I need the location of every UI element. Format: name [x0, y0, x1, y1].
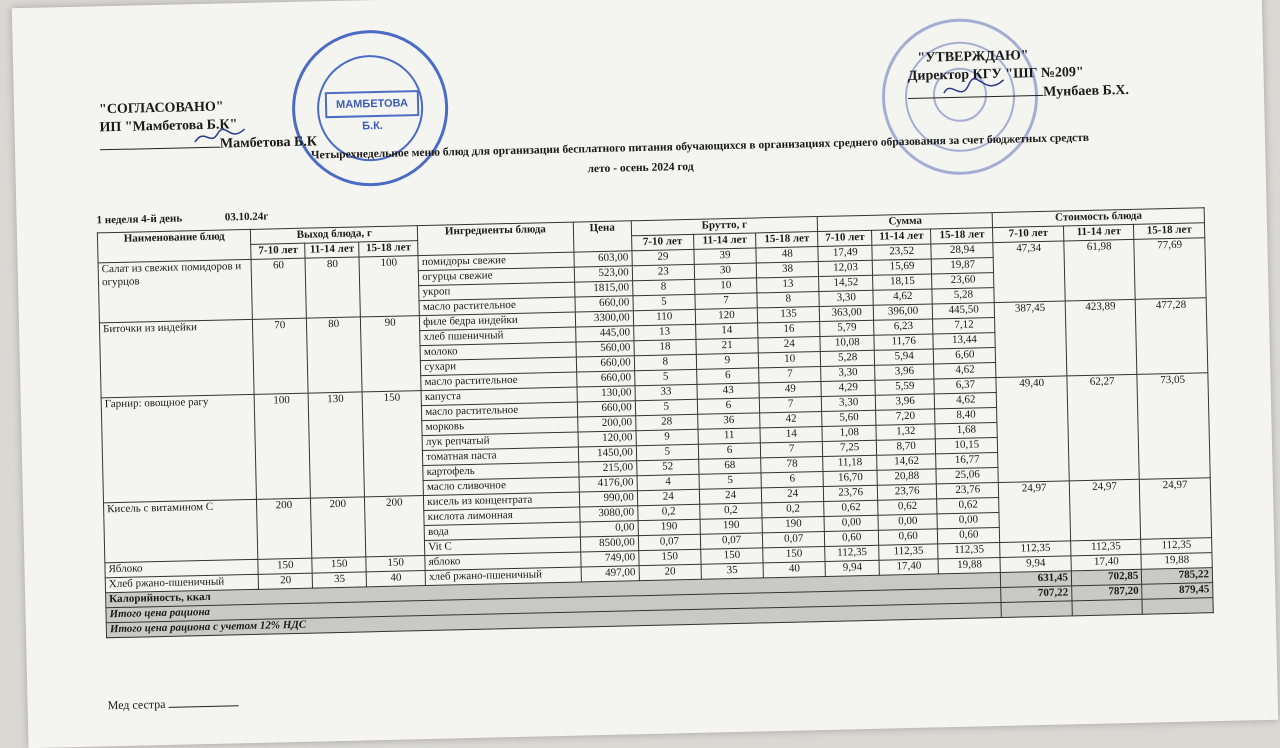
ingredient-sum: 19,88	[938, 557, 1001, 573]
ingredient-price: 200,00	[577, 416, 635, 432]
total-label: Итого цена рациона	[106, 587, 1002, 622]
approved-name: Мамбетова Б.К	[219, 134, 318, 152]
dish-output: 150	[258, 558, 312, 574]
ingredient-sum: 4,62	[935, 393, 998, 409]
ingredient-sum: 0,62	[937, 498, 1000, 514]
ingredient-gross: 0,07	[700, 533, 763, 549]
ingredient-gross: 5	[635, 399, 698, 415]
dish-name: Гарнир: овощное рагу	[101, 394, 257, 502]
dish-cost: 77,69	[1134, 238, 1206, 300]
document-subtitle: лето - осень 2024 год	[587, 160, 694, 176]
approved-org: ИП "Мамбетова Б.К"	[99, 117, 238, 136]
ingredient-gross: 8	[632, 279, 695, 295]
ingredient-sum: 17,49	[818, 245, 872, 261]
ingredient-sum: 5,28	[821, 350, 875, 366]
dish-cost: 387,45	[995, 301, 1067, 378]
ingredient-price: 1450,00	[578, 446, 636, 462]
col-dish: Наименование блюд	[97, 229, 251, 262]
ingredient-sum: 3,96	[875, 364, 934, 380]
ingredient-price: 497,00	[581, 566, 639, 582]
ingredient-price: 1815,00	[574, 281, 632, 297]
dish-name: Кисель с витамином С	[104, 499, 259, 562]
total-value	[1072, 599, 1143, 616]
ingredient-name: масло растительное	[419, 297, 575, 316]
col-output: Выход блюда, г	[251, 226, 418, 245]
ingredient-gross: 24	[637, 489, 700, 505]
ingredient-sum: 0,00	[937, 512, 1000, 528]
ingredient-price: 660,00	[575, 296, 633, 312]
ingredient-sum: 4,29	[821, 380, 875, 396]
ingredient-sum: 25,06	[936, 468, 999, 484]
age-header: 11-14 лет	[694, 233, 757, 249]
ingredient-sum: 5,60	[822, 410, 876, 426]
dish-cost: 49,40	[996, 376, 1069, 483]
ingredient-gross: 14	[696, 323, 759, 339]
ingredient-sum: 13,44	[933, 333, 996, 349]
ingredient-name: масло сливочное	[423, 477, 579, 496]
dish-cost: 24,97	[1140, 478, 1212, 540]
ingredient-gross: 20	[639, 564, 702, 580]
age-header: 11-14 лет	[872, 229, 931, 245]
col-cost: Стоимость блюда	[993, 208, 1205, 228]
age-header: 15-18 лет	[359, 241, 418, 257]
ingredient-gross: 120	[695, 308, 758, 324]
ingredient-gross: 42	[760, 411, 823, 427]
ingredient-price: 523,00	[574, 266, 632, 282]
dish-cost: 61,98	[1064, 239, 1136, 301]
total-label: Итого цена рациона с учетом 12% НДС	[106, 602, 1002, 637]
ingredient-sum: 0,60	[879, 529, 938, 545]
ingredient-sum: 3,30	[819, 290, 873, 306]
confirm-name: Мунбаев Б.Х.	[1043, 82, 1130, 100]
ingredient-sum: 23,76	[824, 485, 878, 501]
ingredient-sum: 5,59	[875, 379, 934, 395]
ingredient-price: 0,00	[580, 521, 638, 537]
ingredient-price: 120,00	[578, 431, 636, 447]
dish-output: 35	[312, 572, 366, 588]
ingredient-gross: 29	[632, 249, 695, 265]
dish-output: 20	[259, 573, 313, 589]
ingredient-sum: 112,35	[879, 544, 938, 560]
document-title: Четырехнедельное меню блюд для организации бесплатного питания обучающихся в организациях среднего образования за счет бюджетных средств	[310, 131, 1090, 162]
ingredient-gross: 30	[694, 263, 757, 279]
ingredient-gross: 14	[760, 426, 823, 442]
dish-output: 200	[365, 496, 425, 557]
ingredient-name: хлеб ржано-пшеничный	[425, 567, 581, 586]
ingredient-price: 3080,00	[579, 506, 637, 522]
ingredient-sum: 10,08	[820, 335, 874, 351]
ingredient-sum: 363,00	[820, 305, 874, 321]
age-header: 15-18 лет	[931, 228, 994, 244]
dish-cost: 73,05	[1137, 373, 1210, 480]
ingredient-sum: 5,79	[820, 320, 874, 336]
ingredient-gross: 6	[697, 368, 760, 384]
nurse-label: Мед сестра	[107, 696, 166, 713]
ingredient-sum: 14,62	[877, 454, 936, 470]
dish-output: 100	[359, 256, 419, 317]
ingredient-gross: 24	[758, 337, 821, 353]
ingredient-gross: 0,07	[638, 534, 701, 550]
ingredient-name: огурцы свежие	[419, 267, 575, 286]
ingredient-sum: 7,12	[933, 318, 996, 334]
total-value: 702,85	[1071, 569, 1142, 586]
col-ingredients: Ингредиенты блюда	[418, 222, 574, 256]
dish-cost: 112,35	[1071, 539, 1142, 556]
dish-output: 150	[362, 391, 423, 497]
ingredient-gross: 5	[633, 294, 696, 310]
dish-output: 90	[361, 316, 422, 392]
dish-cost: 423,89	[1065, 299, 1137, 376]
ingredient-price: 445,00	[575, 326, 633, 342]
age-header: 7-10 лет	[818, 230, 872, 246]
ingredient-sum: 11,76	[874, 334, 933, 350]
dish-name: Яблоко	[105, 559, 259, 577]
ingredient-name: яблоко	[425, 552, 581, 571]
dish-cost: 24,97	[1069, 479, 1141, 541]
ingredient-name: масло растительное	[421, 372, 577, 391]
ingredient-sum: 10,15	[936, 438, 999, 454]
ingredient-gross: 16	[758, 322, 821, 338]
ingredient-gross: 13	[757, 277, 820, 293]
ingredient-gross: 39	[694, 248, 757, 264]
ingredient-gross: 48	[756, 247, 819, 263]
ingredient-name: филе бедра индейки	[420, 312, 576, 331]
col-price: Цена	[573, 221, 632, 252]
date: 03.10.24г	[224, 210, 269, 224]
ingredient-sum: 0,60	[938, 527, 1001, 543]
ingredient-sum: 19,87	[931, 258, 994, 274]
total-label: Калорийность, ккал	[106, 572, 1002, 607]
week-label: 1 неделя 4-й день	[96, 212, 183, 227]
ingredient-gross: 10	[758, 352, 821, 368]
age-header: 7-10 лет	[251, 243, 305, 259]
ingredient-sum: 6,60	[934, 348, 997, 364]
ingredient-sum: 9,94	[825, 560, 879, 576]
ingredient-sum: 1,32	[876, 424, 935, 440]
menu-body	[98, 238, 1213, 638]
ingredient-sum: 28,94	[931, 243, 994, 259]
ingredient-sum: 23,76	[937, 483, 1000, 499]
ingredient-sum: 0,62	[878, 499, 937, 515]
ingredient-gross: 7	[759, 367, 822, 383]
ingredient-sum: 0,62	[824, 500, 878, 516]
ingredient-name: масло растительное	[422, 402, 578, 421]
ingredient-sum: 8,70	[876, 439, 935, 455]
ingredient-sum: 5,94	[874, 349, 933, 365]
col-sum: Сумма	[818, 213, 993, 232]
age-header: 7-10 лет	[993, 226, 1064, 243]
ingredient-name: сухари	[421, 357, 577, 376]
total-value	[1001, 601, 1072, 618]
ingredient-gross: 0,07	[762, 531, 825, 547]
ingredient-gross: 5	[634, 369, 697, 385]
ingredient-sum: 1,68	[935, 423, 998, 439]
age-header: 15-18 лет	[1134, 223, 1205, 240]
total-value	[1142, 598, 1213, 615]
ingredient-gross: 21	[696, 338, 759, 354]
ingredient-price: 3300,00	[575, 311, 633, 327]
ingredient-sum: 445,50	[932, 303, 995, 319]
footer	[107, 695, 238, 713]
ingredient-sum: 7,25	[823, 440, 877, 456]
ingredient-price: 990,00	[579, 491, 637, 507]
ingredient-gross: 49	[759, 382, 822, 398]
ingredient-gross: 24	[699, 488, 762, 504]
document-sheet	[12, 0, 1278, 748]
ingredient-gross: 0,2	[700, 503, 763, 519]
age-header: 11-14 лет	[1063, 224, 1134, 241]
ingredient-gross: 6	[761, 471, 824, 487]
signature-left	[189, 121, 250, 152]
signature-line	[169, 705, 239, 708]
ingredient-sum: 0,00	[878, 514, 937, 530]
ingredient-gross: 78	[761, 456, 824, 472]
dish-output: 130	[308, 392, 364, 498]
dish-name: Хлеб ржано-пшеничный	[105, 574, 259, 592]
ingredient-name: лук репчатый	[422, 432, 578, 451]
age-header: 11-14 лет	[305, 242, 359, 258]
approved-label: "СОГЛАСОВАНО"	[98, 99, 224, 118]
ingredient-name: вода	[424, 522, 580, 541]
ingredient-sum: 6,37	[934, 378, 997, 394]
dish-output: 100	[254, 393, 310, 499]
dish-output: 200	[257, 498, 312, 559]
ingredient-gross: 10	[695, 278, 758, 294]
ingredient-name: молоко	[420, 342, 576, 361]
ingredient-gross: 28	[635, 414, 698, 430]
ingredient-sum: 23,76	[878, 484, 937, 500]
ingredient-sum: 3,30	[821, 365, 875, 381]
ingredient-sum: 17,40	[879, 559, 938, 575]
ingredient-sum: 0,60	[825, 530, 879, 546]
dish-cost: 62,27	[1067, 374, 1140, 481]
ingredient-sum: 3,96	[875, 394, 934, 410]
ingredient-sum: 18,15	[873, 274, 932, 290]
ingredient-sum: 8,40	[935, 408, 998, 424]
dish-output: 80	[305, 257, 360, 318]
signature-line	[908, 83, 1043, 99]
dish-output: 70	[253, 318, 309, 394]
ingredient-price: 660,00	[576, 371, 634, 387]
ingredient-sum: 1,08	[822, 425, 876, 441]
ingredient-sum: 396,00	[873, 304, 932, 320]
ingredient-name: картофель	[423, 462, 579, 481]
ingredient-price: 4176,00	[579, 476, 637, 492]
ingredient-sum: 0,00	[824, 515, 878, 531]
ingredient-gross: 68	[699, 458, 762, 474]
ingredient-gross: 110	[633, 309, 696, 325]
ingredient-price: 660,00	[576, 356, 634, 372]
total-value: 879,45	[1142, 583, 1213, 600]
dish-output: 150	[312, 557, 366, 573]
ingredient-gross: 5	[699, 473, 762, 489]
ingredient-gross: 13	[633, 324, 696, 340]
dish-cost: 477,28	[1136, 298, 1208, 375]
ingredient-sum: 4,62	[934, 363, 997, 379]
ingredient-gross: 190	[638, 519, 701, 535]
dish-name: Салат из свежих помидоров и огурцов	[98, 259, 253, 322]
ingredient-sum: 7,20	[876, 409, 935, 425]
confirm-org: Директор КГУ "ШГ №209"	[907, 64, 1084, 84]
ingredient-sum: 12,03	[819, 260, 873, 276]
ingredient-gross: 135	[757, 307, 820, 323]
ingredient-price: 8500,00	[580, 536, 638, 552]
ingredient-gross: 8	[634, 354, 697, 370]
ingredient-sum: 6,23	[874, 319, 933, 335]
dish-cost: 17,40	[1071, 554, 1142, 571]
ingredient-gross: 9	[636, 429, 699, 445]
ingredient-price: 130,00	[577, 386, 635, 402]
ingredient-name: Vit C	[425, 537, 581, 556]
ingredient-sum: 14,52	[819, 275, 873, 291]
ingredient-gross: 23	[632, 264, 695, 280]
dish-name: Биточки из индейки	[99, 319, 254, 397]
ingredient-sum: 23,52	[872, 244, 931, 260]
dish-output: 150	[366, 556, 425, 572]
total-value: 787,20	[1072, 584, 1143, 601]
ingredient-sum: 16,70	[823, 470, 877, 486]
dish-output: 80	[307, 317, 363, 393]
ingredient-name: кисель из концентрата	[424, 492, 580, 511]
ingredient-gross: 52	[636, 459, 699, 475]
total-value: 785,22	[1142, 568, 1213, 585]
ingredient-gross: 190	[762, 516, 825, 532]
ingredient-gross: 38	[756, 262, 819, 278]
ingredient-name: хлеб пшеничный	[420, 327, 576, 346]
ingredient-gross: 8	[757, 292, 820, 308]
ingredient-gross: 18	[634, 339, 697, 355]
ingredient-gross: 43	[697, 383, 760, 399]
dish-output: 40	[366, 571, 425, 587]
ingredient-sum: 5,28	[932, 288, 995, 304]
ingredient-gross: 6	[697, 398, 760, 414]
ingredient-gross: 35	[701, 563, 764, 579]
dish-output: 200	[311, 497, 366, 558]
ingredient-gross: 4	[637, 474, 700, 490]
ingredient-gross: 7	[759, 397, 822, 413]
ingredient-sum: 11,18	[823, 455, 877, 471]
ingredient-gross: 11	[698, 428, 761, 444]
ingredient-gross: 24	[761, 486, 824, 502]
dish-cost: 9,94	[1000, 556, 1071, 573]
menu-table	[97, 207, 1214, 638]
dish-cost: 19,88	[1141, 553, 1212, 570]
ingredient-price: 749,00	[580, 551, 638, 567]
ingredient-gross: 9	[696, 353, 759, 369]
ingredient-sum: 112,35	[825, 545, 879, 561]
ingredient-gross: 40	[763, 561, 826, 577]
ingredient-gross: 150	[638, 549, 701, 565]
total-value: 707,22	[1001, 586, 1072, 603]
age-header: 7-10 лет	[631, 234, 694, 250]
ingredient-gross: 0,2	[762, 501, 825, 517]
ingredient-sum: 4,62	[873, 289, 932, 305]
ingredient-gross: 150	[763, 546, 826, 562]
ingredient-gross: 7	[695, 293, 758, 309]
ingredient-price: 603,00	[574, 251, 632, 267]
ingredient-sum: 112,35	[938, 542, 1001, 558]
col-gross: Брутто, г	[631, 217, 818, 236]
ingredient-name: томатная паста	[423, 447, 579, 466]
age-header: 15-18 лет	[756, 232, 819, 248]
ingredient-sum: 15,69	[872, 259, 931, 275]
dish-cost: 47,34	[993, 241, 1065, 303]
ingredient-price: 215,00	[578, 461, 636, 477]
seal-name-box: МАМБЕТОВА Б.К.	[325, 90, 420, 118]
week-line	[96, 211, 268, 227]
dish-cost: 112,35	[1000, 541, 1071, 558]
ingredient-name: капуста	[421, 387, 577, 406]
dish-cost: 112,35	[1141, 538, 1212, 555]
ingredient-name: морковь	[422, 417, 578, 436]
ingredient-name: кислота лимонная	[424, 507, 580, 526]
ingredient-sum: 20,88	[877, 469, 936, 485]
dish-cost: 24,97	[999, 481, 1071, 543]
ingredient-sum: 23,60	[932, 273, 995, 289]
confirm-block	[907, 45, 1129, 105]
ingredient-gross: 5	[636, 444, 699, 460]
ingredient-price: 560,00	[576, 341, 634, 357]
ingredient-price: 660,00	[577, 401, 635, 417]
confirm-label: "УТВЕРЖДАЮ"	[917, 48, 1029, 66]
ingredient-gross: 33	[635, 384, 698, 400]
dish-output: 60	[251, 258, 306, 319]
ingredient-sum: 16,77	[936, 453, 999, 469]
ingredient-name: помидоры свежие	[418, 252, 574, 271]
ingredient-gross: 7	[760, 441, 823, 457]
ingredient-sum: 3,30	[822, 395, 876, 411]
ingredient-gross: 190	[700, 518, 763, 534]
total-value: 631,45	[1001, 571, 1072, 588]
ingredient-gross: 6	[698, 443, 761, 459]
ingredient-gross: 150	[701, 548, 764, 564]
ingredient-name: укроп	[419, 282, 575, 301]
ingredient-gross: 0,2	[637, 504, 700, 520]
ingredient-gross: 36	[698, 413, 761, 429]
